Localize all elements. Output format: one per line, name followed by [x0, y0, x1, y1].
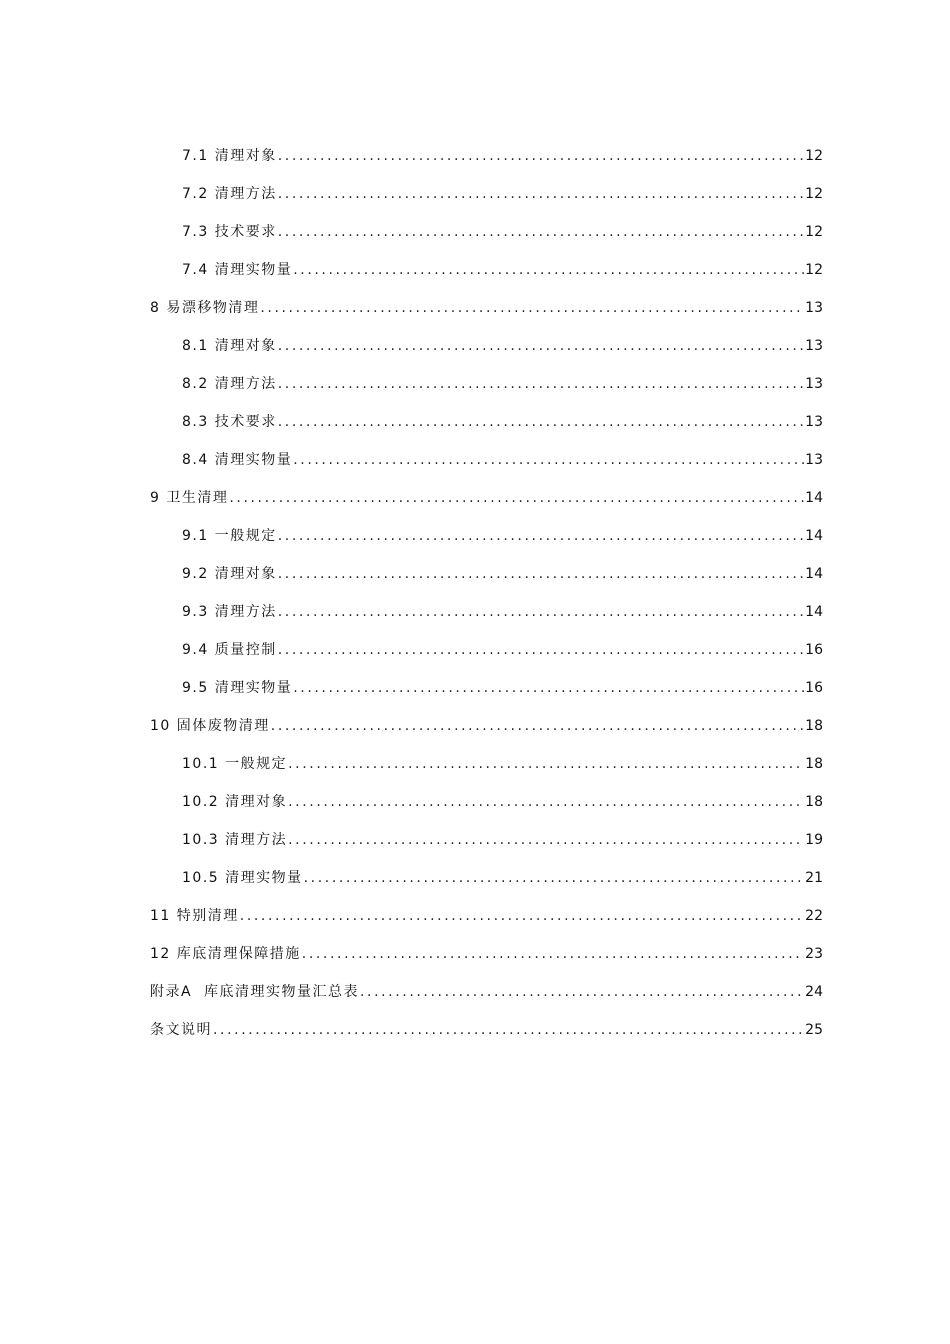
toc-leader-dots — [288, 783, 804, 821]
toc-leader-dots — [293, 251, 804, 289]
toc-entry-appendix-a[interactable] — [150, 973, 823, 1011]
toc-entry-label: 9.5 清理实物量 — [182, 680, 293, 696]
toc-entry-explanation[interactable] — [150, 1011, 823, 1049]
toc-entry-label: 9.2 清理对象 — [182, 566, 277, 582]
toc-page-number: 14 — [805, 528, 823, 544]
toc-leader-dots — [360, 973, 804, 1011]
toc-leader-dots — [278, 327, 804, 365]
toc-page-number: 18 — [805, 756, 823, 772]
toc-page-number: 12 — [805, 186, 823, 202]
toc-page-number: 21 — [805, 870, 823, 886]
toc-page-number: 12 — [805, 148, 823, 164]
toc-leader-dots — [229, 479, 804, 517]
toc-entry-label: 9.4 质量控制 — [182, 642, 277, 658]
toc-entry-10-3[interactable] — [150, 821, 823, 859]
toc-leader-dots — [213, 1011, 804, 1049]
toc-leader-dots — [302, 935, 804, 973]
toc-page-number: 16 — [805, 680, 823, 696]
toc-page-number: 12 — [805, 224, 823, 240]
toc-entry-10-1[interactable] — [150, 745, 823, 783]
toc-entry-label: 7.3 技术要求 — [182, 224, 277, 240]
toc-entry-7-3[interactable] — [150, 213, 823, 251]
toc-page-number: 18 — [805, 718, 823, 734]
toc-leader-dots — [278, 555, 804, 593]
toc-entry-label: 8.2 清理方法 — [182, 376, 277, 392]
toc-entry-label: 附录A 库底清理实物量汇总表 — [150, 984, 359, 1000]
toc-entry-9-4[interactable] — [150, 631, 823, 669]
toc-entry-label: 条文说明 — [150, 1022, 212, 1038]
toc-entry-label: 10.3 清理方法 — [182, 832, 288, 848]
toc-entry-8-4[interactable] — [150, 441, 823, 479]
toc-entry-7-1[interactable] — [150, 137, 823, 175]
toc-entry-label: 10.1 一般规定 — [182, 756, 288, 772]
toc-page-number: 24 — [805, 984, 823, 1000]
toc-entry-label: 8.3 技术要求 — [182, 414, 277, 430]
toc-page-number: 16 — [805, 642, 823, 658]
toc-leader-dots — [271, 707, 804, 745]
toc-leader-dots — [278, 175, 804, 213]
toc-leader-dots — [260, 289, 804, 327]
toc-entry-7-2[interactable] — [150, 175, 823, 213]
toc-entry-8-3[interactable] — [150, 403, 823, 441]
toc-leader-dots — [293, 441, 804, 479]
toc-entry-9-2[interactable] — [150, 555, 823, 593]
toc-entry-8-1[interactable] — [150, 327, 823, 365]
toc-page-number: 14 — [805, 604, 823, 620]
toc-leader-dots — [278, 213, 804, 251]
toc-page-number: 22 — [805, 908, 823, 924]
toc-leader-dots — [278, 593, 804, 631]
toc-page-number: 13 — [805, 300, 823, 316]
toc-page-number: 19 — [805, 832, 823, 848]
toc-entry-label: 7.4 清理实物量 — [182, 262, 293, 278]
toc-entry-10-5[interactable] — [150, 859, 823, 897]
toc-leader-dots — [288, 745, 804, 783]
toc-entry-7-4[interactable] — [150, 251, 823, 289]
toc-leader-dots — [278, 517, 804, 555]
toc-page-number: 14 — [805, 566, 823, 582]
toc-entry-11[interactable] — [150, 897, 823, 935]
toc-entry-label: 9.3 清理方法 — [182, 604, 277, 620]
toc-entry-label: 11 特别清理 — [150, 908, 239, 924]
table-of-contents — [150, 137, 823, 1049]
toc-leader-dots — [288, 821, 804, 859]
toc-leader-dots — [240, 897, 804, 935]
toc-leader-dots — [278, 137, 804, 175]
toc-page-number: 13 — [805, 452, 823, 468]
toc-page-number: 18 — [805, 794, 823, 810]
toc-entry-9-1[interactable] — [150, 517, 823, 555]
toc-page-number: 13 — [805, 376, 823, 392]
toc-page-number: 14 — [805, 490, 823, 506]
toc-entry-9-5[interactable] — [150, 669, 823, 707]
toc-page-number: 25 — [805, 1022, 823, 1038]
toc-leader-dots — [304, 859, 805, 897]
toc-entry-label: 7.2 清理方法 — [182, 186, 277, 202]
toc-entry-9[interactable] — [150, 479, 823, 517]
toc-page-number: 12 — [805, 262, 823, 278]
toc-leader-dots — [278, 631, 804, 669]
toc-entry-label: 8.1 清理对象 — [182, 338, 277, 354]
toc-page-number: 23 — [805, 946, 823, 962]
toc-entry-label: 12 库底清理保障措施 — [150, 946, 301, 962]
toc-entry-8-2[interactable] — [150, 365, 823, 403]
toc-entry-12[interactable] — [150, 935, 823, 973]
toc-entry-label: 10 固体废物清理 — [150, 718, 270, 734]
toc-entry-label: 7.1 清理对象 — [182, 148, 277, 164]
toc-entry-9-3[interactable] — [150, 593, 823, 631]
toc-leader-dots — [278, 403, 804, 441]
toc-entry-label: 9.1 一般规定 — [182, 528, 277, 544]
toc-entry-10[interactable] — [150, 707, 823, 745]
toc-leader-dots — [278, 365, 804, 403]
toc-leader-dots — [293, 669, 804, 707]
toc-entry-label: 10.5 清理实物量 — [182, 870, 303, 886]
toc-entry-label: 10.2 清理对象 — [182, 794, 288, 810]
toc-page-number: 13 — [805, 414, 823, 430]
toc-entry-label: 9 卫生清理 — [150, 490, 229, 506]
toc-entry-8[interactable] — [150, 289, 823, 327]
toc-entry-label: 8.4 清理实物量 — [182, 452, 293, 468]
toc-page-number: 13 — [805, 338, 823, 354]
toc-entry-10-2[interactable] — [150, 783, 823, 821]
toc-entry-label: 8 易漂移物清理 — [150, 300, 260, 316]
